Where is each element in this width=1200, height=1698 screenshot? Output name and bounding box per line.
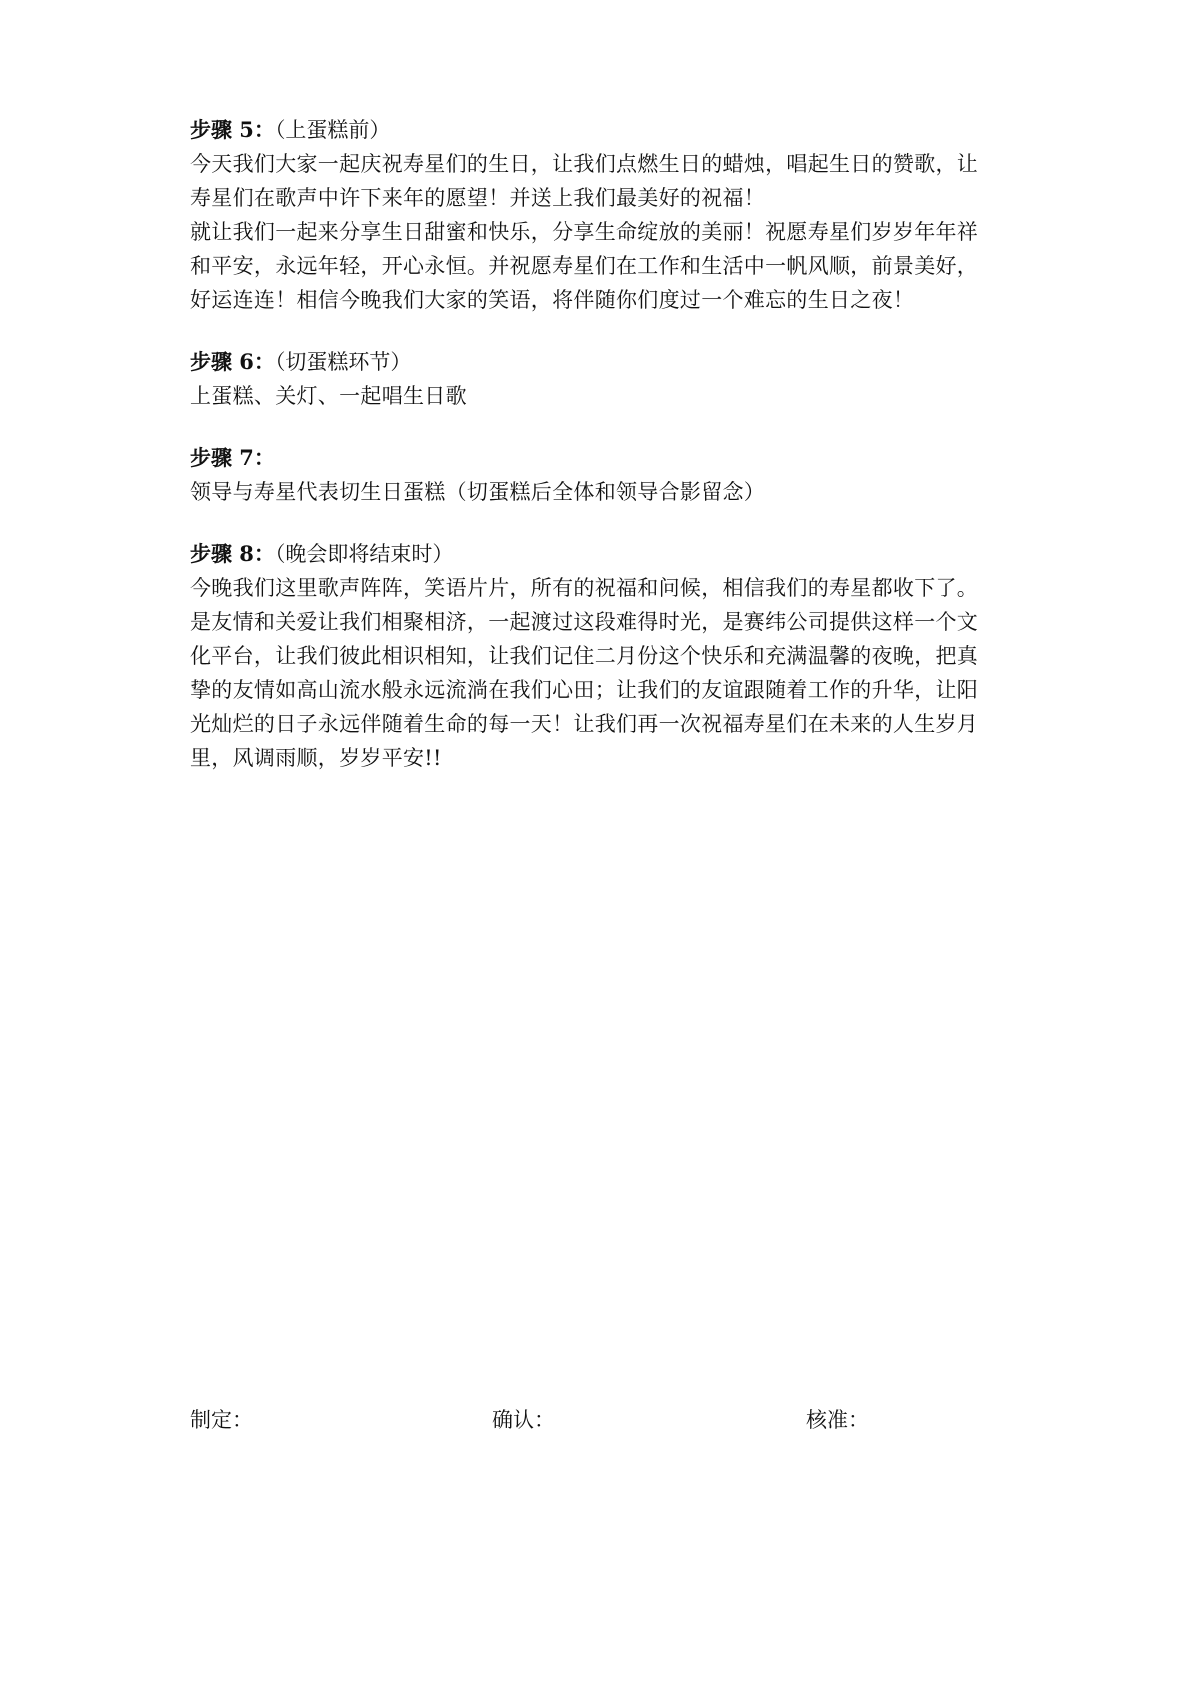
paragraph-line: 光灿烂的日子永远伴随着生命的每一天！让我们再一次祝福寿星们在未来的人生岁月 — [190, 712, 979, 736]
signature-confirmed-label: 确认： — [492, 1408, 555, 1432]
step-5 — [190, 113, 1090, 317]
signature-prepared-label: 制定： — [190, 1408, 253, 1432]
paragraph-line: 好运连连！相信今晚我们大家的笑语，将伴随你们度过一个难忘的生日之夜！ — [190, 288, 915, 312]
step-label: 步骤 6： — [190, 349, 275, 374]
step-6 — [190, 345, 1090, 413]
step-header — [190, 113, 1090, 147]
paragraph-line: 是友情和关爱让我们相聚相济，一起渡过这段难得时光，是赛纬公司提供这样一个文 — [190, 610, 979, 634]
paragraph-line: 领导与寿星代表切生日蛋糕（切蛋糕后全体和领导合影留念） — [190, 480, 766, 504]
signature-row — [190, 1403, 1090, 1437]
paragraph-line: 就让我们一起来分享生日甜蜜和快乐，分享生命绽放的美丽！祝愿寿星们岁岁年年祥 — [190, 220, 979, 244]
paragraph-line: 寿星们在歌声中许下来年的愿望！并送上我们最美好的祝福！ — [190, 186, 766, 210]
step-label: 步骤 7： — [190, 445, 275, 470]
paragraph-line: 挚的友情如高山流水般永远流淌在我们心田；让我们的友谊跟随着工作的升华，让阳 — [190, 678, 979, 702]
step-header — [190, 345, 1090, 379]
paragraph-line: 和平安，永远年轻，开心永恒。并祝愿寿星们在工作和生活中一帆风顺，前景美好， — [190, 254, 979, 278]
step-header — [190, 537, 1090, 571]
step-7 — [190, 441, 1090, 509]
paragraph-line: 里，风调雨顺，岁岁平安!! — [190, 746, 442, 770]
paragraph-line: 今晚我们这里歌声阵阵，笑语片片，所有的祝福和问候，相信我们的寿星都收下了。 — [190, 576, 979, 600]
paragraph-line: 化平台，让我们彼此相识相知，让我们记住二月份这个快乐和充满温馨的夜晚，把真 — [190, 644, 979, 668]
document-body — [190, 113, 1090, 803]
signature-approved-label: 核准： — [806, 1408, 869, 1432]
step-note: （上蛋糕前） — [274, 118, 391, 142]
paragraph-line: 今天我们大家一起庆祝寿星们的生日，让我们点燃生日的蜡烛，唱起生日的赞歌，让 — [190, 152, 979, 176]
step-note: （切蛋糕环节） — [274, 350, 412, 374]
step-label: 步骤 5： — [190, 117, 275, 142]
step-note: （晚会即将结束时） — [274, 542, 454, 566]
step-8 — [190, 537, 1090, 775]
paragraph-line: 上蛋糕、关灯、一起唱生日歌 — [190, 384, 467, 408]
step-header — [190, 441, 1090, 475]
step-label: 步骤 8： — [190, 541, 275, 566]
